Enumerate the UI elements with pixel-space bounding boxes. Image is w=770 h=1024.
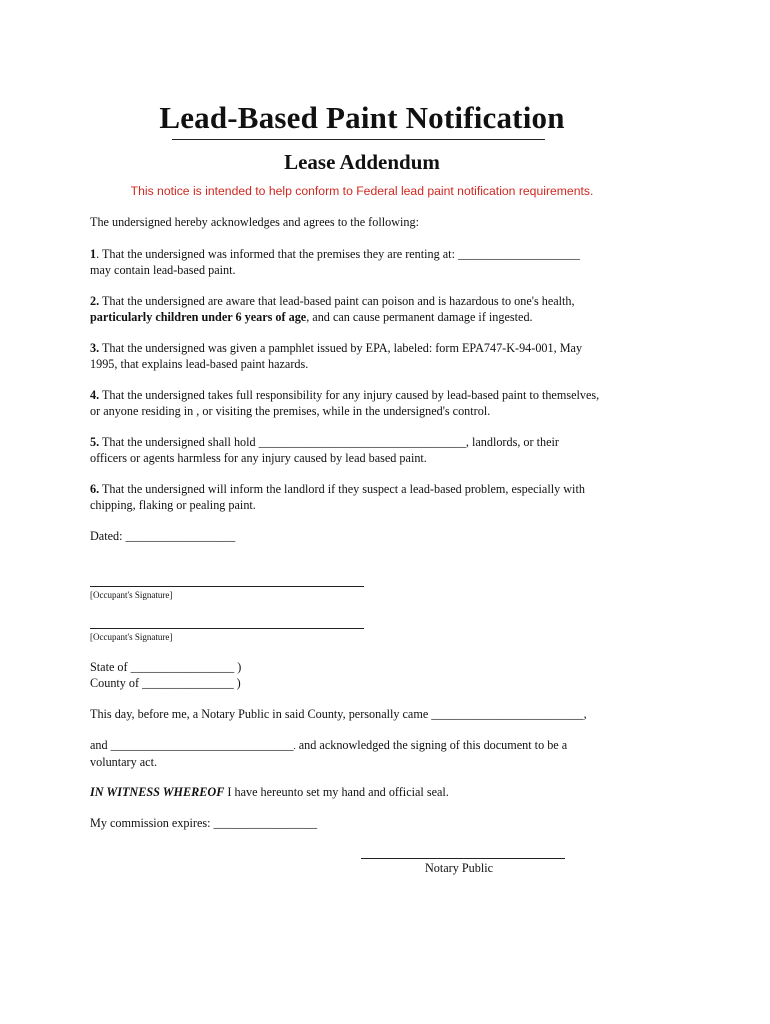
witness-text [90, 784, 650, 800]
clause-text: 1995, that explains lead-based paint hazards. [90, 357, 309, 371]
occupant-signature-line-2[interactable] [90, 628, 364, 629]
clause-emphasis: particularly children under 6 years of age [90, 310, 307, 324]
notary-public-label: Notary Public [424, 861, 494, 875]
document-title: Lead-Based Paint Notification [159, 100, 565, 135]
clause-text: That the undersigned takes full responsibility for any injury caused by lead-based paint to themselves, [99, 388, 600, 402]
state-field[interactable]: State of _________________ ) [90, 660, 242, 674]
dated-field[interactable]: Dated: __________________ [90, 529, 236, 543]
clause-6 [90, 481, 650, 513]
commission-expires-field[interactable]: My commission expires: _________________ [90, 816, 318, 830]
acknowledgment-text [90, 737, 650, 770]
clause-text: That the undersigned are aware that lead-based paint can poison and is hazardous to one's health, [99, 294, 575, 308]
clause-3 [90, 340, 650, 372]
intro-text: The undersigned hereby acknowledges and agrees to the following: [90, 215, 419, 229]
and-field[interactable]: and ______________________________ [90, 738, 294, 752]
clause-text: . That the undersigned was informed that the premises they are renting at: ____________________ [96, 247, 580, 261]
witness-whereof: IN WITNESS WHEREOF [90, 785, 225, 799]
clause-text: or anyone residing in , or visiting the premises, while in the undersigned's control. [90, 404, 491, 418]
clause-number: 4. [90, 388, 100, 402]
acknowledgment-clause: and acknowledged the signing of this document to be a [295, 738, 568, 752]
clause-5 [90, 434, 650, 466]
and-dot: . [293, 741, 296, 751]
occupant-signature-label-1: [Occupant's Signature] [90, 590, 173, 600]
state-county-block [90, 659, 650, 691]
county-field[interactable]: County of _______________ ) [90, 676, 241, 690]
document-subtitle: Lease Addendum [284, 150, 440, 174]
clause-text: , and can cause permanent damage if ingested. [306, 310, 533, 324]
clause-number: 6. [90, 482, 100, 496]
witness-rest: I have hereunto set my hand and official seal. [224, 785, 449, 799]
clause-text: That the undersigned shall hold __________________________________, landlords, or their [99, 435, 559, 449]
occupant-signature-label-2: [Occupant's Signature] [90, 632, 173, 642]
clause-number: 5. [90, 435, 100, 449]
clause-text: may contain lead-based paint. [90, 263, 236, 277]
clause-number: 3. [90, 341, 100, 355]
federal-notice: This notice is intended to help conform to Federal lead paint notification requirements. [130, 184, 594, 198]
clause-text: officers or agents harmless for any injury caused by lead based paint. [90, 451, 427, 465]
clause-text: chipping, flaking or pealing paint. [90, 498, 256, 512]
occupant-signature-line-1[interactable] [90, 586, 364, 587]
clause-number: 1 [90, 247, 97, 261]
title-underline [172, 139, 545, 140]
notary-signature-line[interactable] [361, 858, 565, 859]
voluntary-text: voluntary act. [90, 755, 158, 769]
clause-4 [90, 387, 650, 419]
clause-text: That the undersigned was given a pamphlet issued by EPA, labeled: form EPA747-K-94-001, May [99, 341, 583, 355]
clause-number: 2. [90, 294, 100, 308]
clause-text: That the undersigned will inform the landlord if they suspect a lead-based problem, especially with [99, 482, 585, 496]
notary-intro: This day, before me, a Notary Public in said County, personally came _________________________, [90, 707, 587, 721]
clause-1 [90, 246, 650, 278]
clause-2 [90, 293, 650, 325]
